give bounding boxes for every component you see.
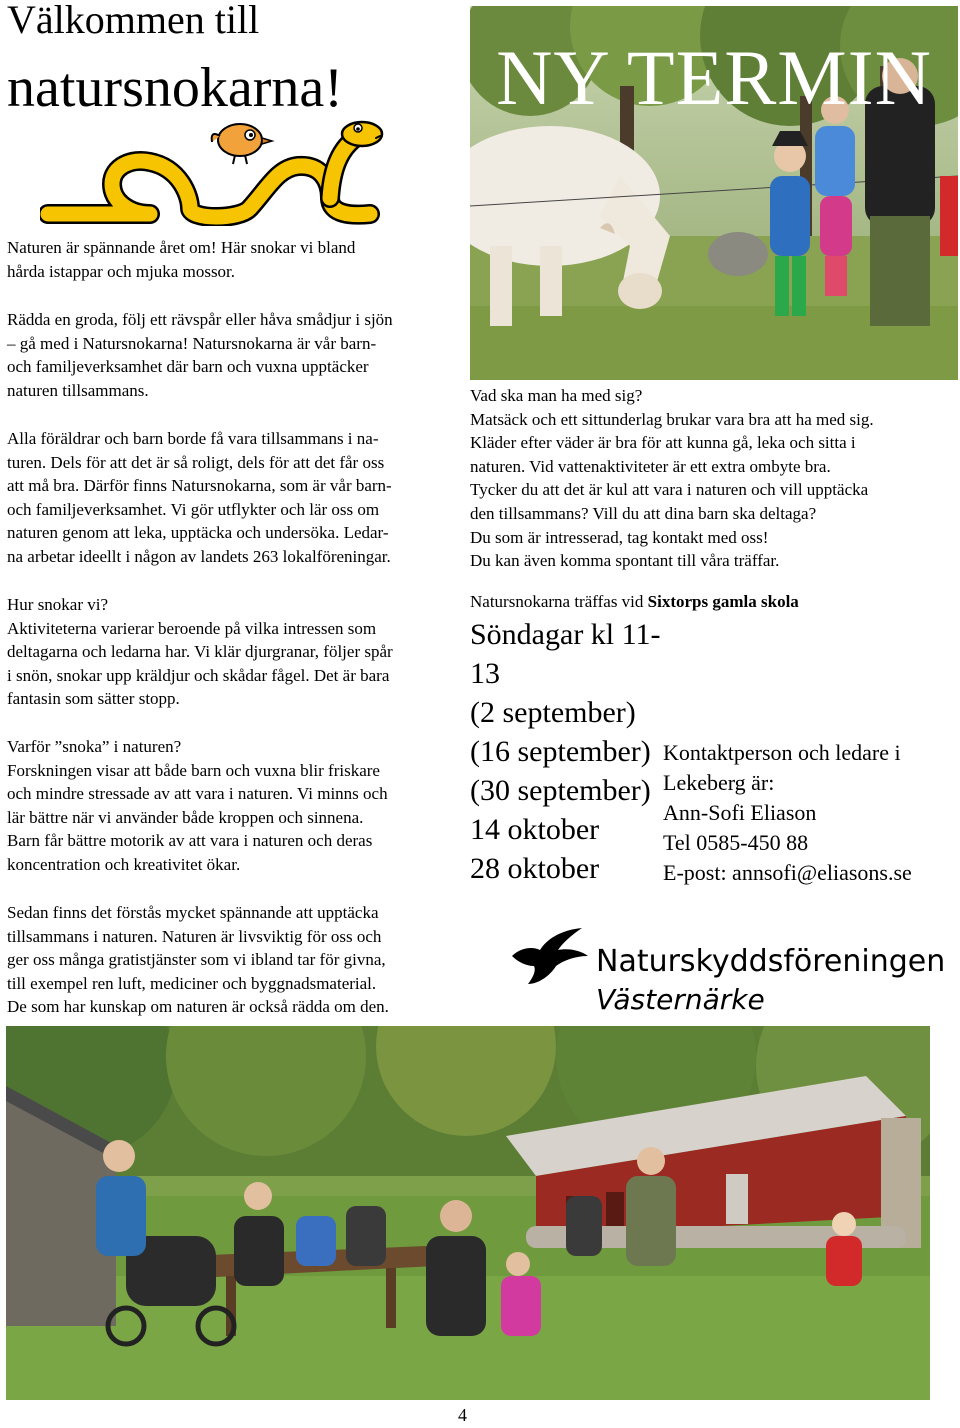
overlay-title: NY TERMIN — [496, 34, 932, 121]
bird-icon — [212, 124, 272, 164]
text-line: Barn får bättre motorik av att vara i naturen och deras — [7, 831, 373, 851]
meeting-prefix: Natursnokarna träffas vid — [470, 592, 648, 611]
text-line: den tillsammans? Vill du att dina barn ska deltaga? — [470, 503, 817, 523]
meeting-place — [470, 590, 799, 614]
contact-heading: Lekeberg är: — [663, 770, 775, 795]
text-line: Aktiviteterna varierar beroende på vilka intressen som — [7, 618, 377, 638]
text-line: deltagarna och ledarna har. Vi klär djurgranar, följer spår — [7, 642, 393, 662]
schedule-list — [470, 615, 670, 888]
text-line: – gå med i Natursnokarna! Natursnokarna är vår barn- — [7, 333, 377, 353]
text-line: Du som är intresserad, tag kontakt med oss! — [470, 527, 769, 547]
text-line: Forskningen visar att både barn och vuxna blir friskare — [7, 760, 380, 780]
paragraph-parents — [7, 427, 462, 569]
schedule-item: Söndagar kl 11-13 — [470, 618, 661, 690]
contact-email: E-post: annsofi@eliasons.se — [663, 860, 912, 885]
text-line: att må bra. Därför finns Natursnokarna, som är vår barn- — [7, 476, 392, 496]
hero-photo-cow-and-children — [470, 6, 958, 380]
text-line: koncentration och kreativitet ökar. — [7, 854, 241, 874]
text-line: Du kan även komma spontant till våra träffar. — [470, 551, 780, 571]
snake-mascot-illustration — [40, 118, 390, 226]
subheading: Varför ”snoka” i naturen? — [7, 737, 182, 756]
intro-line: Naturen är spännande året om! Här snokar vi bland — [7, 238, 356, 257]
text-line: lär bättre när vi använder både kroppen och sinnena. — [7, 807, 364, 827]
text-line: Matsäck och ett sittunderlag brukar vara bra att ha med sig. — [470, 409, 874, 429]
paragraph-why — [7, 735, 462, 877]
text-line: och familjeverksamhet där barn och vuxna upptäcker — [7, 357, 369, 377]
text-line: naturen tillsammans. — [7, 380, 149, 400]
text-line: Rädda en groda, följ ett rävspår eller håva smådjur i sjön — [7, 310, 393, 329]
schedule-item: (16 september) — [470, 735, 651, 768]
paragraph-how — [7, 593, 462, 711]
text-line: ger oss många gratistjänster som vi ibland tar för givna, — [7, 950, 386, 970]
paragraph-bring — [470, 384, 958, 573]
swallow-logo-icon — [510, 926, 590, 986]
text-line: och mindre stressade av att vara i naturen. Vi minns och — [7, 784, 388, 804]
text-line: i snön, snokar upp kräldjur och skådar fågel. Det är bara — [7, 665, 390, 685]
schedule-item: 28 oktober — [470, 852, 600, 885]
page-title-line1: Välkommen till — [7, 0, 260, 42]
left-column — [7, 236, 462, 283]
text-line: De som har kunskap om naturen är också rädda om den. — [7, 997, 389, 1017]
contact-name: Ann-Sofi Eliason — [663, 800, 817, 825]
intro-line: hårda istappar och mjuka mossor. — [7, 261, 236, 281]
text-line: Sedan finns det förstås mycket spännande att upptäcka — [7, 903, 379, 922]
text-line: naturen genom att leka, upptäcka och undersöka. Ledar- — [7, 523, 389, 543]
schedule-item: 14 oktober — [470, 813, 600, 846]
subheading: Hur snokar vi? — [7, 595, 109, 614]
schedule-item: (2 september) — [470, 696, 636, 729]
paragraph-rescue — [7, 308, 462, 402]
page-title-line2: natursnokarna! — [7, 57, 343, 119]
logo-region: Västernärke — [596, 983, 765, 1016]
text-line: Kläder efter väder är bra för att kunna gå, leka och sitta i — [470, 433, 856, 453]
logo-organization-name: Naturskyddsföreningen — [596, 944, 946, 979]
text-line: naturen. Vid vattenaktiviteter är ett extra ombyte bra. — [470, 456, 831, 476]
subheading: Vad ska man ha med sig? — [470, 386, 643, 405]
contact-heading: Kontaktperson och ledare i — [663, 740, 901, 765]
text-line: Tycker du att det är kul att vara i naturen och vill upptäcka — [470, 480, 869, 500]
schedule-item: (30 september) — [470, 774, 651, 807]
text-line: turen. Dels för att det är så roligt, dels för att det får oss — [7, 452, 385, 472]
text-line: till exempel ren luft, mediciner och byggnadsmaterial. — [7, 973, 377, 993]
contact-phone: Tel 0585-450 88 — [663, 830, 809, 855]
text-line: och familjeverksamhet. Vi gör utflykter och lär oss om — [7, 499, 380, 519]
text-line: Alla föräldrar och barn borde få vara tillsammans i na- — [7, 429, 379, 448]
contact-block — [663, 738, 958, 888]
text-line: na arbetar ideellt i någon av landets 263 lokalföreningar. — [7, 546, 391, 566]
text-line: fantasin som sätter stopp. — [7, 689, 180, 709]
page-number: 4 — [458, 1405, 467, 1425]
paragraph-exciting — [7, 901, 462, 1019]
bottom-photo-outdoor-gathering — [6, 1026, 930, 1400]
text-line: tillsammans i naturen. Naturen är livsviktig för oss och — [7, 926, 382, 946]
meeting-place-name: Sixtorps gamla skola — [647, 592, 799, 611]
